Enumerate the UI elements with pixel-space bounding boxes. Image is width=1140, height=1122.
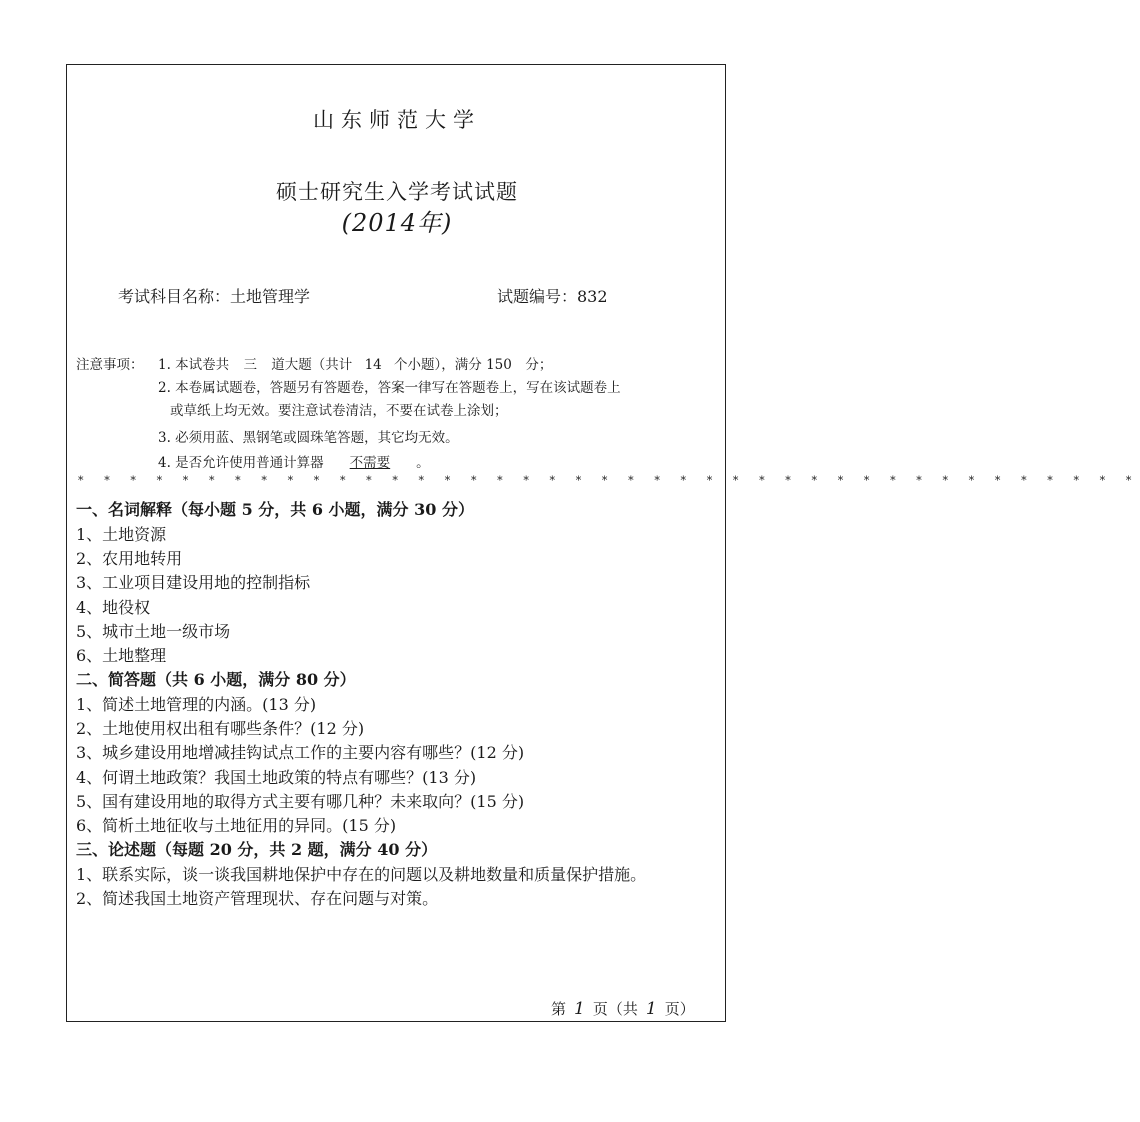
section-2-heading: 二、简答题（共 6 小题，满分 80 分） (76, 670, 356, 689)
list-item: 4、地役权 (76, 598, 151, 617)
note-1-mid: 道大题（共计 (271, 357, 353, 373)
list-item: 1、联系实际，谈一谈我国耕地保护中存在的问题以及耕地数量和质量保护措施。 (76, 865, 647, 884)
list-item: 3、城乡建设用地增减挂钩试点工作的主要内容有哪些？(12 分) (76, 743, 525, 762)
exam-year: (2014年) (341, 209, 453, 237)
note-3: 3. 必须用蓝、黑钢笔或圆珠笔答题，其它均无效。 (158, 430, 459, 446)
list-item: 1、简述土地管理的内涵。(13 分) (76, 695, 317, 714)
note-1-parts: 三 (243, 357, 257, 373)
list-item: 2、农用地转用 (76, 549, 183, 568)
list-item: 5、国有建设用地的取得方式主要有哪几种？未来取向？(15 分) (76, 792, 525, 811)
list-item: 4、何谓土地政策？我国土地政策的特点有哪些？(13 分) (76, 768, 477, 787)
note-4 (158, 451, 430, 471)
notes-label: 注意事项： (76, 357, 144, 373)
exam-subject: 考试科目名称：土地管理学 (118, 287, 311, 306)
total-pages: 1 (645, 999, 657, 1019)
page-post: 页） (664, 1000, 695, 1018)
calculator-answer: 不需要 (349, 455, 391, 471)
note-1-count: 14 (364, 357, 382, 373)
star-separator: * * * * * * * * * * * * * * * * * * * * * * * * * * * * * * * * * * * * * * * * * (78, 474, 1140, 487)
page-mid: 页（共 (592, 1000, 638, 1018)
page-number (551, 998, 695, 1019)
list-item: 5、城市土地一级市场 (76, 622, 231, 641)
exam-code: 试题编号：832 (497, 287, 608, 306)
note-2-line-1: 2. 本卷属试题卷，答题另有答题卷，答案一律写在答题卷上，写在该试题卷上 (158, 380, 621, 396)
list-item: 2、简述我国土地资产管理现状、存在问题与对策。 (76, 889, 439, 908)
list-item: 3、工业项目建设用地的控制指标 (76, 573, 311, 592)
section-3-heading: 三、论述题（每题 20 分，共 2 题，满分 40 分） (76, 840, 438, 859)
university-name: 山东师范大学 (313, 108, 481, 132)
exam-title: 硕士研究生入学考试试题 (276, 180, 518, 204)
note-4-post: 。 (416, 455, 430, 471)
current-page: 1 (574, 999, 585, 1019)
list-item: 1、土地资源 (76, 525, 167, 544)
list-item: 6、土地整理 (76, 646, 167, 665)
list-item: 2、土地使用权出租有哪些条件？(12 分) (76, 719, 365, 738)
note-2-line-2: 或草纸上均无效。要注意试卷清洁，不要在试卷上涂划； (170, 403, 508, 419)
note-1-pre: 1. 本试卷共 (158, 357, 230, 373)
page-pre: 第 (551, 1000, 567, 1018)
note-1 (158, 353, 552, 373)
section-1-heading: 一、名词解释（每小题 5 分，共 6 小题，满分 30 分） (76, 500, 474, 519)
list-item: 6、简析土地征收与土地征用的异同。(15 分) (76, 816, 397, 835)
note-1-post: 个小题），满分 150 分； (394, 357, 553, 373)
note-4-pre: 4. 是否允许使用普通计算器 (158, 455, 324, 471)
